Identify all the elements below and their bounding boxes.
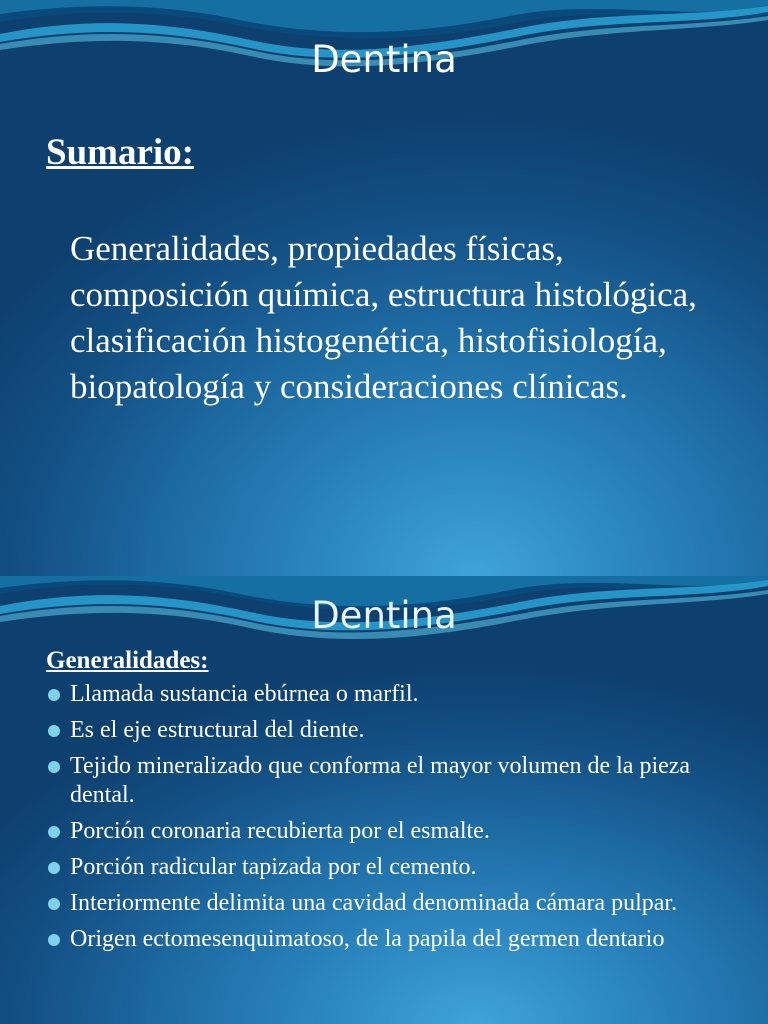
list-item: [46, 716, 746, 745]
list-item: [46, 680, 746, 709]
list-item: [46, 925, 746, 954]
list-item: [46, 853, 746, 882]
slide-title: Dentina: [311, 594, 457, 637]
list-item-text: Es el eje estructural del diente.: [70, 717, 365, 743]
bullet-dot-icon: [48, 689, 60, 701]
list-item-text: Porción radicular tapizada por el cemento.: [70, 854, 477, 880]
sumario-heading: Sumario:: [46, 132, 194, 173]
list-item-text: Origen ectomesenquimatoso, de la papila del germen dentario: [70, 926, 665, 952]
list-item-text: Tejido mineralizado que conforma el mayor volumen de la pieza dental.: [70, 753, 691, 808]
summary-text: Generalidades, propiedades físicas, composición química, estructura histológica, clasificación histogenética, histofisiología, biopatología y consideraciones clínicas.: [70, 229, 697, 406]
bullet-list: [46, 680, 746, 961]
bullet-dot-icon: [48, 898, 60, 910]
list-item: [46, 817, 746, 846]
bullet-dot-icon: [48, 761, 60, 773]
list-item: [46, 889, 746, 918]
list-item-text: Porción coronaria recubierta por el esmalte.: [70, 818, 490, 844]
list-item-text: Llamada sustancia ebúrnea o marfil.: [70, 681, 419, 707]
list-item-text: Interiormente delimita una cavidad denominada cámara pulpar.: [70, 890, 678, 916]
bullet-dot-icon: [48, 826, 60, 838]
slide-title: Dentina: [311, 38, 457, 81]
bullet-dot-icon: [48, 862, 60, 874]
list-item: [46, 752, 746, 810]
slide-2: [0, 576, 768, 1024]
bullet-dot-icon: [48, 934, 60, 946]
bullet-dot-icon: [48, 725, 60, 737]
generalidades-heading: Generalidades:: [46, 647, 209, 674]
